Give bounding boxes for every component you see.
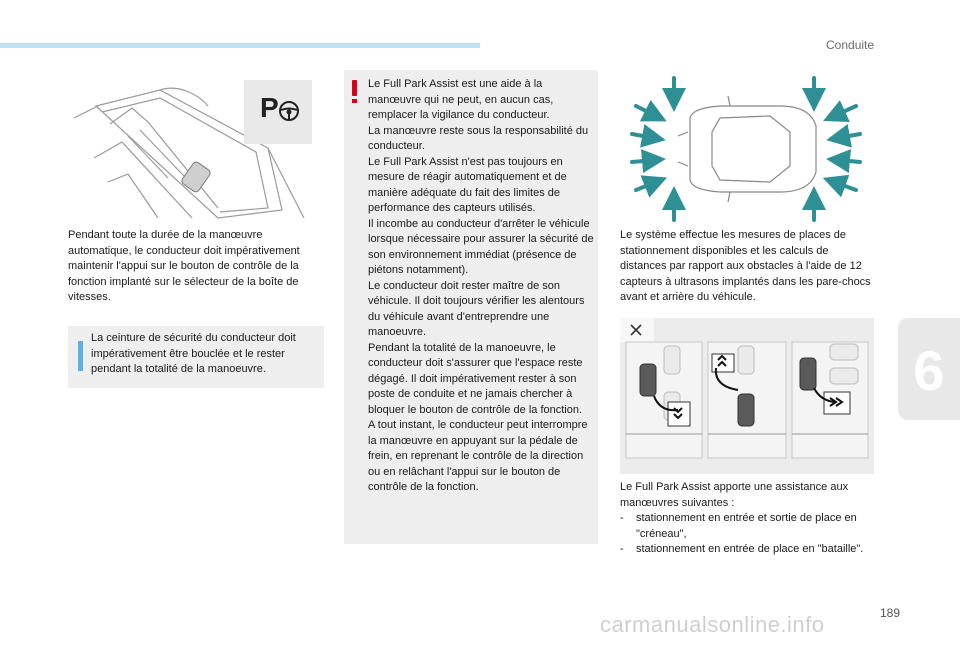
header-accent-bar — [0, 43, 480, 48]
parking-p-letter: P — [260, 92, 279, 123]
sensors-paragraph: Le système effectue les mesures de places de stationnement disponibles et les calculs de distances par rapport aux obstacles à l'aide de 12 capteurs à ultrasons implantés dans les pare-chocs avant et arrière du véhicule. — [620, 229, 871, 303]
watermark: carmanualsonline.info — [600, 612, 825, 637]
parking-modes-illustration — [620, 318, 874, 474]
list-item: - stationnement en entrée et sortie de place en "créneau", — [620, 511, 876, 542]
warning-line: Il incombe au conducteur d'arrêter le véhicule lorsque nécessaire pour assurer la sécurité de son environnement immédiat (présence de piétons notamment). — [368, 217, 594, 276]
manoeuvre-instruction-paragraph: Pendant toute la durée de la manœuvre automatique, le conducteur doit impérativement maintenir l'appui sur le bouton de contrôle de la fonction implanté sur le sélecteur de la boîte de vitesses. — [68, 229, 300, 303]
close-icon — [628, 323, 644, 337]
list-item: - stationnement en entrée de place en "bataille". — [620, 542, 876, 558]
ultrasonic-sensors-diagram — [620, 76, 866, 222]
assist-list-section — [620, 480, 876, 558]
warning-icon-dot — [352, 99, 357, 103]
warning-line: La manœuvre reste sous la responsabilité du conducteur. — [368, 124, 589, 152]
page-number: 189 — [880, 606, 901, 620]
warning-line: Pendant la totalité de la manoeuvre, le conducteur doit s'assurer que l'espace reste dégagé. Il doit impérativement rester à son poste de conduite et ne jamais chercher à bloquer le bouton de contrôle de la fonction. — [368, 341, 583, 416]
parking-manoeuvres-diagram — [620, 338, 874, 474]
warning-line: A tout instant, le conducteur peut interrompre la manœuvre en appuyant sur la pédale de frein, en reprenant le contrôle de la direction ou en relâchant l'appui sur le bouton de contrôle de la fonction. — [368, 419, 588, 493]
info-note-text: La ceinture de sécurité du conducteur doit impérativement être bouclée et le rester pendant la totalité de la manoeuvre. — [91, 332, 296, 375]
chapter-number: 6 — [913, 339, 945, 402]
function-control-button-icon — [244, 80, 312, 144]
warning-line: Le Full Park Assist est une aide à la manœuvre qui ne peut, en aucun cas, remplacer la vigilance du conducteur. — [368, 78, 554, 121]
assist-list — [620, 511, 876, 558]
assist-intro: Le Full Park Assist apporte une assistance aux manœuvres suivantes : — [620, 481, 849, 509]
section-title: Conduite — [826, 38, 875, 52]
warning-icon — [352, 80, 357, 96]
warning-text — [368, 77, 596, 496]
warning-line: Le conducteur doit rester maître de son véhicule. Il doit toujours vérifier les alentours du véhicule avant d'entreprendre une manoeuvre. — [368, 279, 585, 338]
steering-wheel-icon — [278, 100, 300, 122]
info-icon — [78, 341, 83, 371]
warning-line: Le Full Park Assist n'est pas toujours en mesure de réagir automatiquement et de manière adéquate du fait des limites de performance des capteurs utilisés. — [368, 155, 567, 214]
